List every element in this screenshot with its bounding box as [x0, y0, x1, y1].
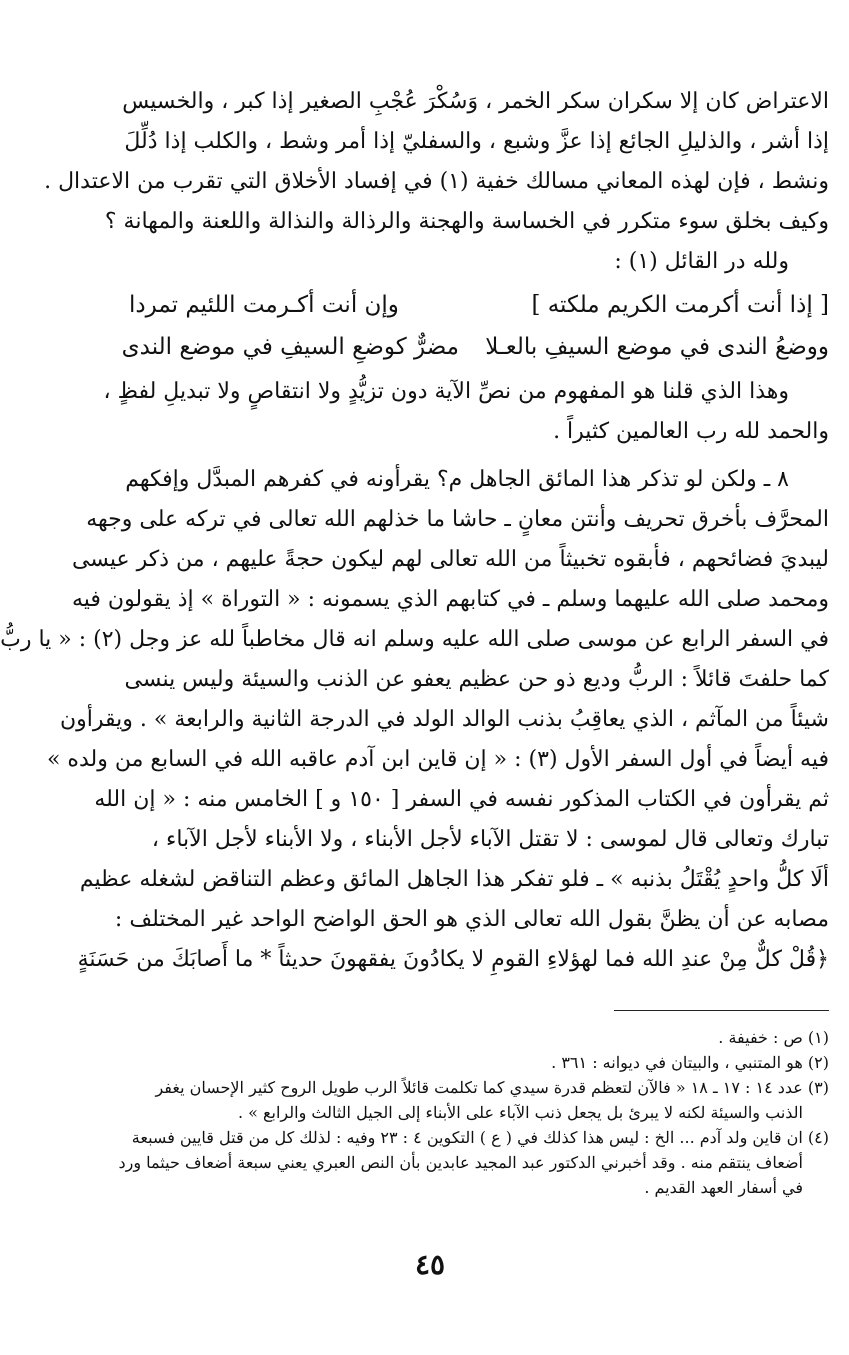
- section-gap: [129, 452, 829, 460]
- text-line: ثم يقرأون في الكتاب المذكور نفسه في السفر [ ١٥٠ و ] الخامس منه : « إن الله: [94, 787, 829, 812]
- text-line: تبارك وتعالى قال لموسى : لا تقتل الآباء لأجل الأبناء ، ولا الأبناء لأجل الآباء ،: [151, 827, 829, 852]
- footnote-2: [129, 1050, 829, 1075]
- poem: [121, 284, 829, 368]
- text-line: إذا أشر ، والذليلِ الجائع إذا عزَّ وشبع ، والسفليّ إذا أمر وشط ، والكلب إذا دُلِّلَ: [124, 129, 829, 154]
- footnote-4: [118, 1125, 829, 1200]
- text-line: شيئاً من المآثم ، الذي يعاقِبُ بذنب الوالد الولد في الدرجة الثانية والرابعة » . ويقرأون: [60, 707, 829, 732]
- footnote-3: [129, 1075, 829, 1125]
- footnote-text: (٤) ان قاين ولد آدم ... الخ : ليس هذا كذلك في ( ع ) التكوين ٤ : ٢٣ وفيه : لذلك كل من قتل قايين فسبعة: [131, 1128, 829, 1147]
- text-line: في السفر الرابع عن موسى صلى الله عليه وسلم انه قال مخاطباً لله عز وجل (٢) : « يا ربُّ: [0, 627, 829, 652]
- page-number: ٤٥: [414, 1248, 446, 1281]
- footnote-divider: [614, 1010, 829, 1011]
- text-line: والحمد لله رب العالمين كثيراً .: [553, 419, 829, 444]
- footnote-continuation: الذنب والسيئة لكنه لا يبرئ بل يجعل ذنب الآباء على الأبناء إلى الجيل الثالث والرابع » .: [237, 1103, 803, 1122]
- text-line: ونشط ، فإن لهذه المعاني مسالك خفية (١) في إفساد الأخلاق التي تقرب من الاعتدال .: [44, 169, 829, 194]
- poem-hemistich-second: مضرٌّ كوضعِ السيفِ في موضع الندى: [121, 334, 459, 360]
- footnote-text: (١) ص : خفيفة .: [718, 1028, 829, 1047]
- footnote-1: [129, 1025, 829, 1050]
- text-line: كما حلفتَ قائلاً : الربُّ وديع ذو حن عظيم يعفو عن الذنب والسيئة وليس ينسى: [124, 667, 829, 692]
- footnote-continuation: في أسفار العهد القديم .: [644, 1178, 803, 1197]
- text-line: ليبديَ فضائحهم ، فأبقوه تخبيثاً من الله تعالى لهم ليكون حجةً عليهم ، من ذكر عيسى: [71, 547, 829, 572]
- text-line: ألَا كلُّ واحدٍ يُقْتَلُ بذنبه » ـ فلو تفكر هذا الجاهل المائق وعظم التناقض لشغله عظيم: [79, 867, 829, 892]
- poem-verse: [129, 284, 829, 326]
- text-line: ٨ ـ ولكن لو تذكر هذا المائق الجاهل م؟ يقرأونه في كفرهم المبدَّل وإفكهم: [125, 467, 789, 492]
- text-line: وكيف بخلق سوء متكرر في الخساسة والهجنة والرذالة والنذالة واللعنة والمهانة ؟: [104, 209, 829, 234]
- text-line: ولله در القائل (١) :: [614, 249, 789, 274]
- poem-hemistich-first: [ إذا أنت أكرمت الكريم ملكته ]: [531, 292, 829, 318]
- text-line: الاعتراض كان إلا سكران سكر الخمر ، وَسُكْرَ عُجْبِ الصغير إذا كبر ، والخسيس: [122, 89, 829, 114]
- footnotes: [118, 1025, 829, 1200]
- text-line: المحرَّف بأخرق تحريف وأنتن معانٍ ـ حاشا ما خذلهم الله تعالى في تركه على وجهه: [86, 507, 829, 532]
- paragraph-3: [0, 460, 829, 980]
- poem-hemistich-first: ووضعُ الندى في موضع السيفِ بالعـلا: [485, 334, 829, 360]
- text-line: ومحمد صلى الله عليهما وسلم ـ في كتابهم الذي يسمونه : « التوراة » إذ يقولون فيه: [71, 587, 829, 612]
- footnote-continuation: أضعاف ينتقم منه . وقد أخبرني الدكتور عبد المجيد عابدين بأن النص العبري يعني سبعة أضعاف حيثما ورد: [118, 1153, 803, 1172]
- footnote-text: (٢) هو المتنبي ، والبيتان في ديوانه : ٣٦١ .: [551, 1053, 829, 1072]
- book-page: [0, 82, 829, 1200]
- poem-verse: [121, 326, 829, 368]
- footnote-text: (٣) عدد ١٤ : ١٧ ـ ١٨ « فالآن لتعظم قدرة سيدي كما تكلمت قائلاً الرب طويل الروح كثير الإحسان يغفر: [155, 1078, 829, 1097]
- poet-intro: [129, 242, 829, 282]
- text-line: فيه أيضاً في أول السفر الأول (٣) : « إن قاين ابن آدم عاقبه الله في السابع من ولده »: [46, 747, 829, 772]
- text-line: مصابه عن أن يظنَّ بقول الله تعالى الذي هو الحق الواضح الواحد غير المختلف :: [114, 907, 829, 932]
- paragraph-2: [103, 372, 829, 452]
- text-line: ﴿قُلْ كلٌّ مِنْ عندِ الله فما لهؤلاءِ القومِ لا يكادُونَ يفقهونَ حديثاً * ما أَصابَكَ من حَسَنَةٍ: [77, 947, 829, 972]
- poem-hemistich-second: وإن أنت أكـرمت اللئيم تمردا: [129, 292, 399, 318]
- paragraph-1: [44, 82, 829, 242]
- text-line: وهذا الذي قلنا هو المفهوم من نصِّ الآية دون تزيُّدٍ ولا انتقاصٍ ولا تبديلِ لفظٍ ،: [103, 379, 789, 404]
